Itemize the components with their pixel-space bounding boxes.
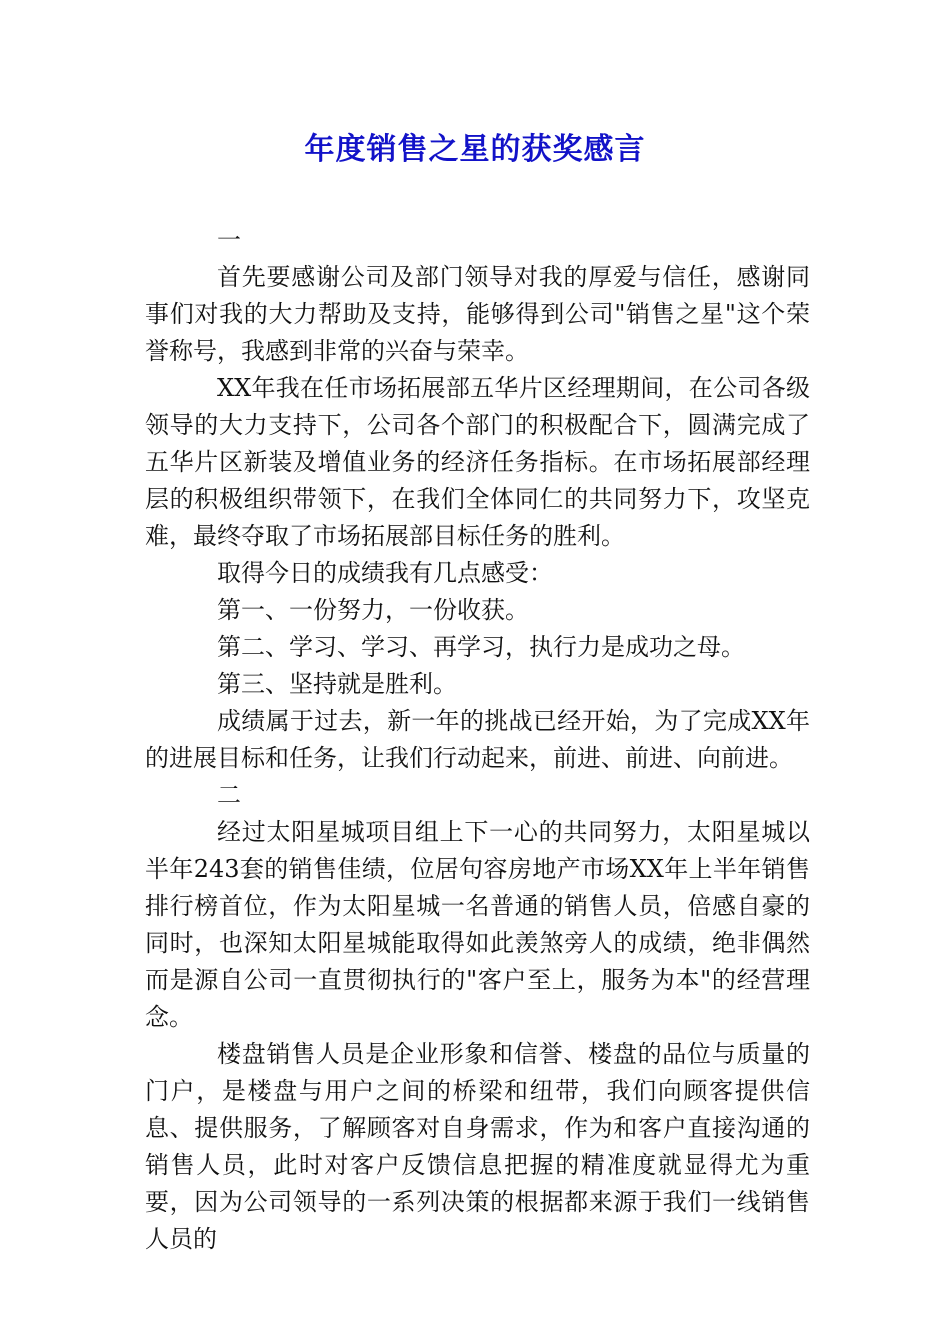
list-item: 第二、学习、学习、再学习，执行力是成功之母。 [217, 633, 745, 661]
document-title: 年度销售之星的获奖感言 [304, 132, 646, 167]
paragraph: 成绩属于过去，新一年的挑战已经开始，为了完成XX年的进展目标和任务，让我们行动起来，前进、前进、向前进。 [145, 707, 810, 772]
list-item: 第三、坚持就是胜利。 [217, 670, 457, 698]
section-marker: 一 [217, 226, 241, 254]
section-marker: 二 [217, 781, 241, 809]
document-body [145, 222, 810, 1258]
paragraph: 经过太阳星城项目组上下一心的共同努力，太阳星城以半年243套的销售佳绩，位居句容房地产市场XX年上半年销售排行榜首位，作为太阳星城一名普通的销售人员，倍感自豪的同时，也深知太阳星城能取得如此羡煞旁人的成绩，绝非偶然而是源自公司一直贯彻执行的"客户至上，服务为本"的经营理念。 [145, 818, 810, 1031]
paragraph: 首先要感谢公司及部门领导对我的厚爱与信任，感谢同事们对我的大力帮助及支持，能够得到公司"销售之星"这个荣誉称号，我感到非常的兴奋与荣幸。 [145, 263, 810, 365]
paragraph: 取得今日的成绩我有几点感受： [217, 559, 553, 587]
paragraph: XX年我在任市场拓展部五华片区经理期间，在公司各级领导的大力支持下，公司各个部门的积极配合下，圆满完成了五华片区新装及增值业务的经济任务指标。在市场拓展部经理层的积极组织带领下，在我们全体同仁的共同努力下，攻坚克难，最终夺取了市场拓展部目标任务的胜利。 [145, 374, 810, 550]
list-item: 第一、一份努力，一份收获。 [217, 596, 529, 624]
paragraph: 楼盘销售人员是企业形象和信誉、楼盘的品位与质量的门户，是楼盘与用户之间的桥梁和纽带，我们向顾客提供信息、提供服务，了解顾客对自身需求，作为和客户直接沟通的销售人员，此时对客户反馈信息把握的精准度就显得尤为重要，因为公司领导的一系列决策的根据都来源于我们一线销售人员的 [145, 1040, 810, 1253]
